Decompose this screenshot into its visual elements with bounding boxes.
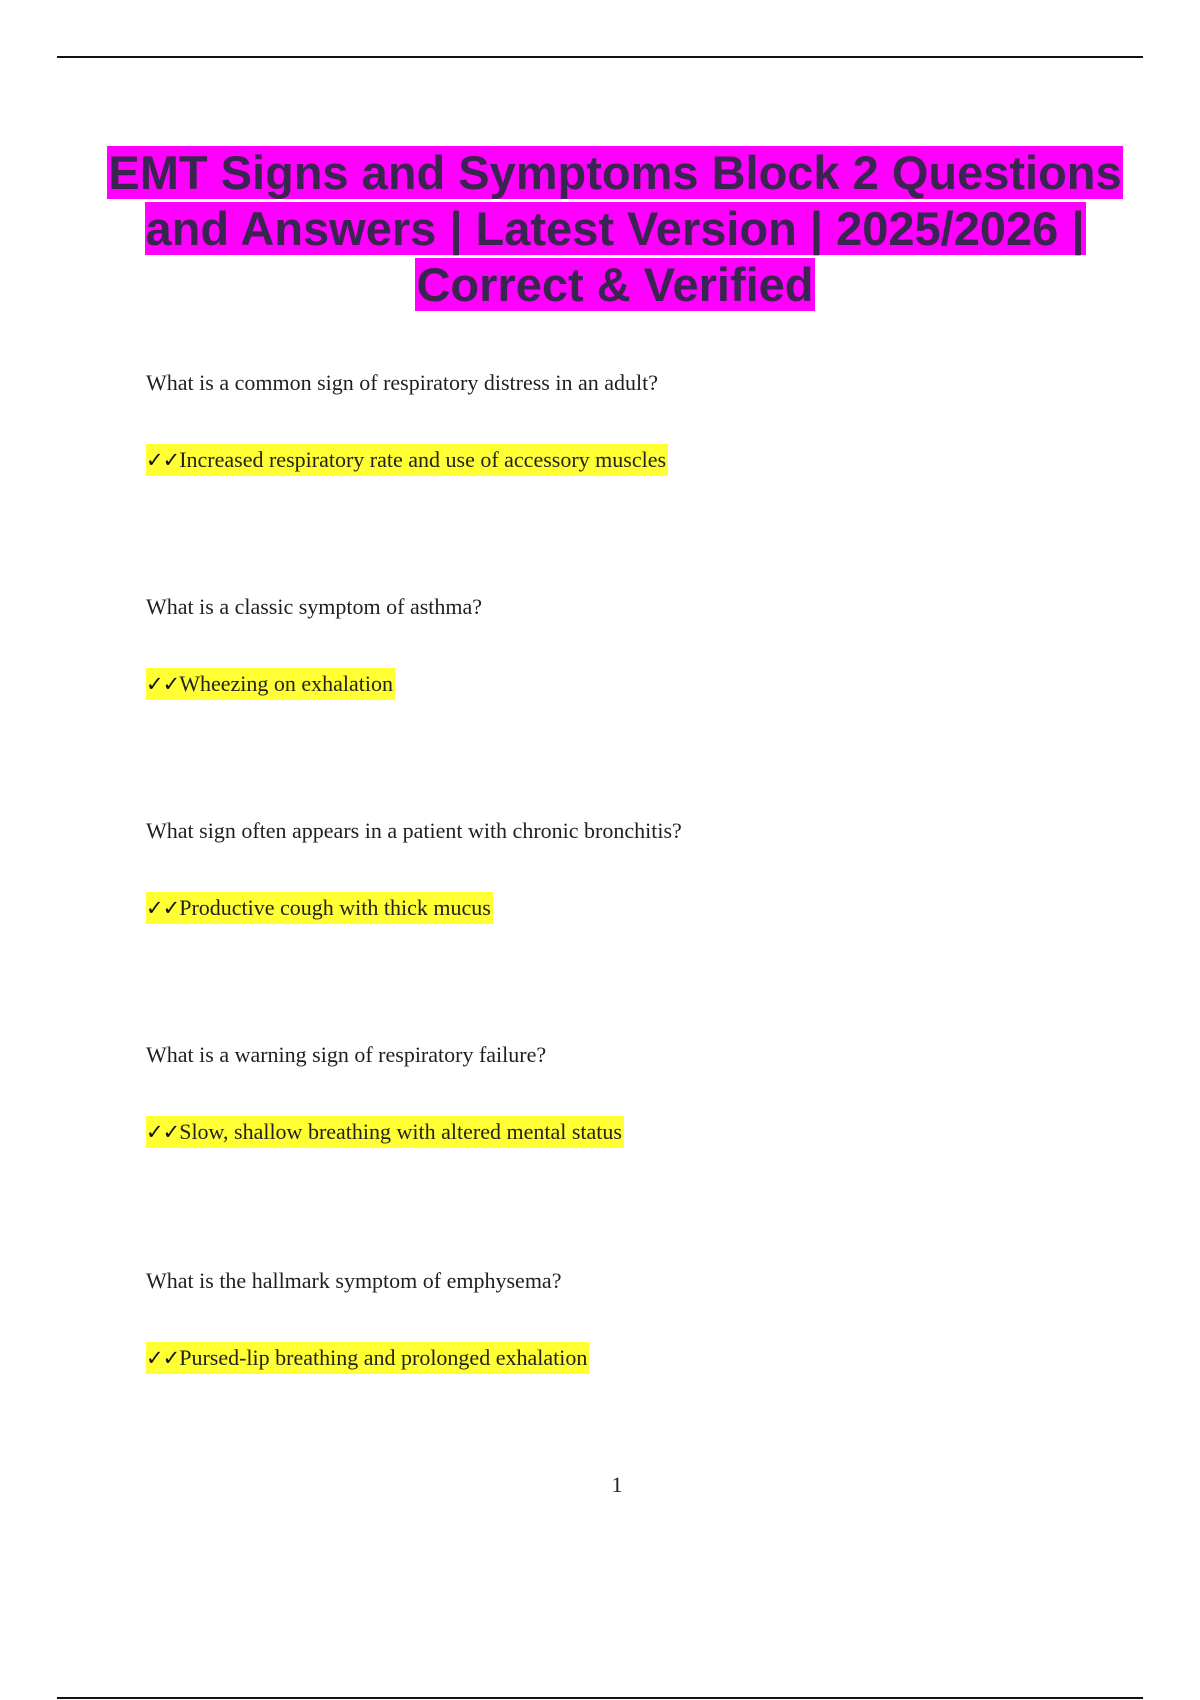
question-1: What is a common sign of respiratory distress in an adult?: [146, 370, 658, 395]
double-check-icon: ✓✓: [146, 448, 180, 472]
answer-4-text: Slow, shallow breathing with altered mental status: [179, 1119, 622, 1144]
answer-1: [146, 444, 668, 476]
document-title: [60, 145, 1170, 313]
double-check-icon: ✓✓: [146, 1346, 180, 1370]
question-5: What is the hallmark symptom of emphysema?: [146, 1268, 562, 1293]
double-check-icon: ✓✓: [146, 672, 180, 696]
answer-3-text: Productive cough with thick mucus: [179, 895, 491, 920]
answer-2-text: Wheezing on exhalation: [179, 671, 394, 696]
answer-4: [146, 1116, 624, 1148]
answer-3: [146, 892, 493, 924]
question-3: What sign often appears in a patient with chronic bronchitis?: [146, 818, 682, 843]
question-2: What is a classic symptom of asthma?: [146, 594, 483, 619]
double-check-icon: ✓✓: [146, 1120, 180, 1144]
double-check-icon: ✓✓: [146, 896, 180, 920]
document-title-text: EMT Signs and Symptoms Block 2 Questions and Answers | Latest Version | 2025/2026 | Correct & Verified: [108, 146, 1122, 311]
answer-5: [146, 1342, 589, 1374]
answer-5-text: Pursed-lip breathing and prolonged exhalation: [179, 1345, 588, 1370]
header-rule: [57, 56, 1143, 58]
answer-2: [146, 668, 395, 700]
answer-1-text: Increased respiratory rate and use of accessory muscles: [179, 447, 667, 472]
footer-rule: [57, 1697, 1143, 1699]
page-number: 1: [611, 1472, 623, 1497]
question-4: What is a warning sign of respiratory failure?: [146, 1042, 547, 1067]
